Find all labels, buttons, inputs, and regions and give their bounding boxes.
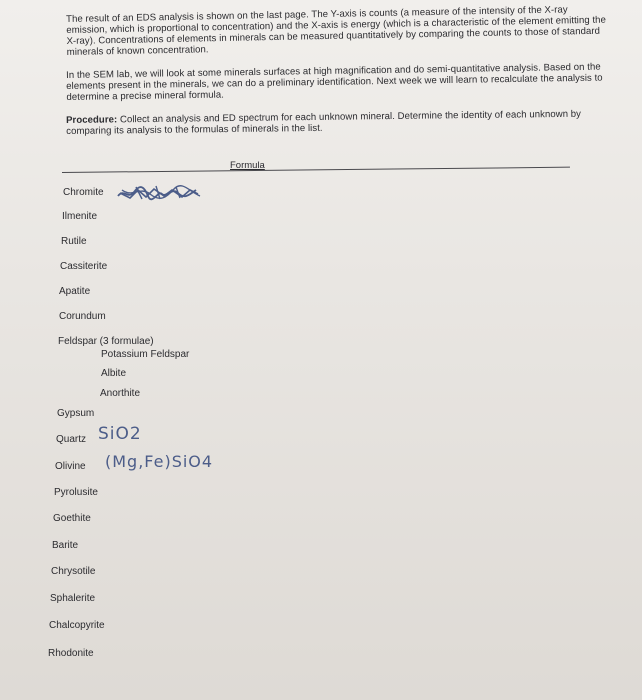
formula-column-header: Formula bbox=[230, 160, 265, 171]
mineral-sphalerite: Sphalerite bbox=[50, 593, 96, 604]
mineral-quartz: Quartz bbox=[56, 434, 87, 445]
mineral-goethite: Goethite bbox=[53, 513, 91, 524]
mineral-chrysotile: Chrysotile bbox=[51, 566, 96, 577]
mineral-barite: Barite bbox=[52, 540, 79, 551]
sem-lab-paragraph: In the SEM lab, we will look at some minerals surfaces at high magnification and do semi-quantitative analysis. Based on the elements present in the minerals, we can do a preliminary identification. Next week we will learn to recalculate the analysis to determine a precise mineral formula. bbox=[66, 61, 603, 103]
mineral-cassiterite: Cassiterite bbox=[60, 261, 108, 272]
mineral-apatite: Apatite bbox=[59, 286, 91, 297]
mineral-gypsum: Gypsum bbox=[57, 408, 95, 419]
mineral-rutile: Rutile bbox=[61, 236, 87, 247]
procedure-text: Collect an analysis and ED spectrum for each unknown mineral. Determine the identity of each unknown by comparing its analysis to the formulas of minerals in the list. bbox=[66, 108, 582, 137]
handwritten-quartz-formula: SiO2 bbox=[98, 424, 142, 444]
mineral-olivine: Olivine bbox=[55, 461, 86, 472]
header-rule bbox=[62, 167, 570, 173]
mineral-corundum: Corundum bbox=[59, 311, 106, 322]
mineral-feldspar: Feldspar (3 formulae) bbox=[58, 336, 154, 347]
mineral-albite: Albite bbox=[101, 368, 127, 379]
procedure-paragraph bbox=[66, 108, 611, 137]
mineral-potassium-feldspar: Potassium Feldspar bbox=[101, 349, 190, 360]
mineral-chalcopyrite: Chalcopyrite bbox=[49, 620, 105, 631]
mineral-rhodonite: Rhodonite bbox=[48, 648, 94, 659]
procedure-label: Procedure: bbox=[66, 114, 118, 126]
mineral-anorthite: Anorthite bbox=[100, 388, 141, 399]
mineral-pyrolusite: Pyrolusite bbox=[54, 487, 98, 498]
intro-paragraph: The result of an EDS analysis is shown on the last page. The Y-axis is counts (a measure of the intensity of the X-ray emission, which is proportional to concentration) and the X-axis is energy (which is a characteristic of the element emitting the X-ray). Concentrations of elements in minerals can be measured quantitatively by comparing the counts to those of standard minerals of known concentration. bbox=[66, 4, 607, 58]
handwritten-olivine-formula: (Mg,Fe)SiO4 bbox=[105, 452, 214, 471]
scribbled-out-formula-drawing bbox=[116, 184, 202, 202]
mineral-ilmenite: Ilmenite bbox=[62, 211, 98, 222]
mineral-chromite: Chromite bbox=[63, 187, 104, 198]
